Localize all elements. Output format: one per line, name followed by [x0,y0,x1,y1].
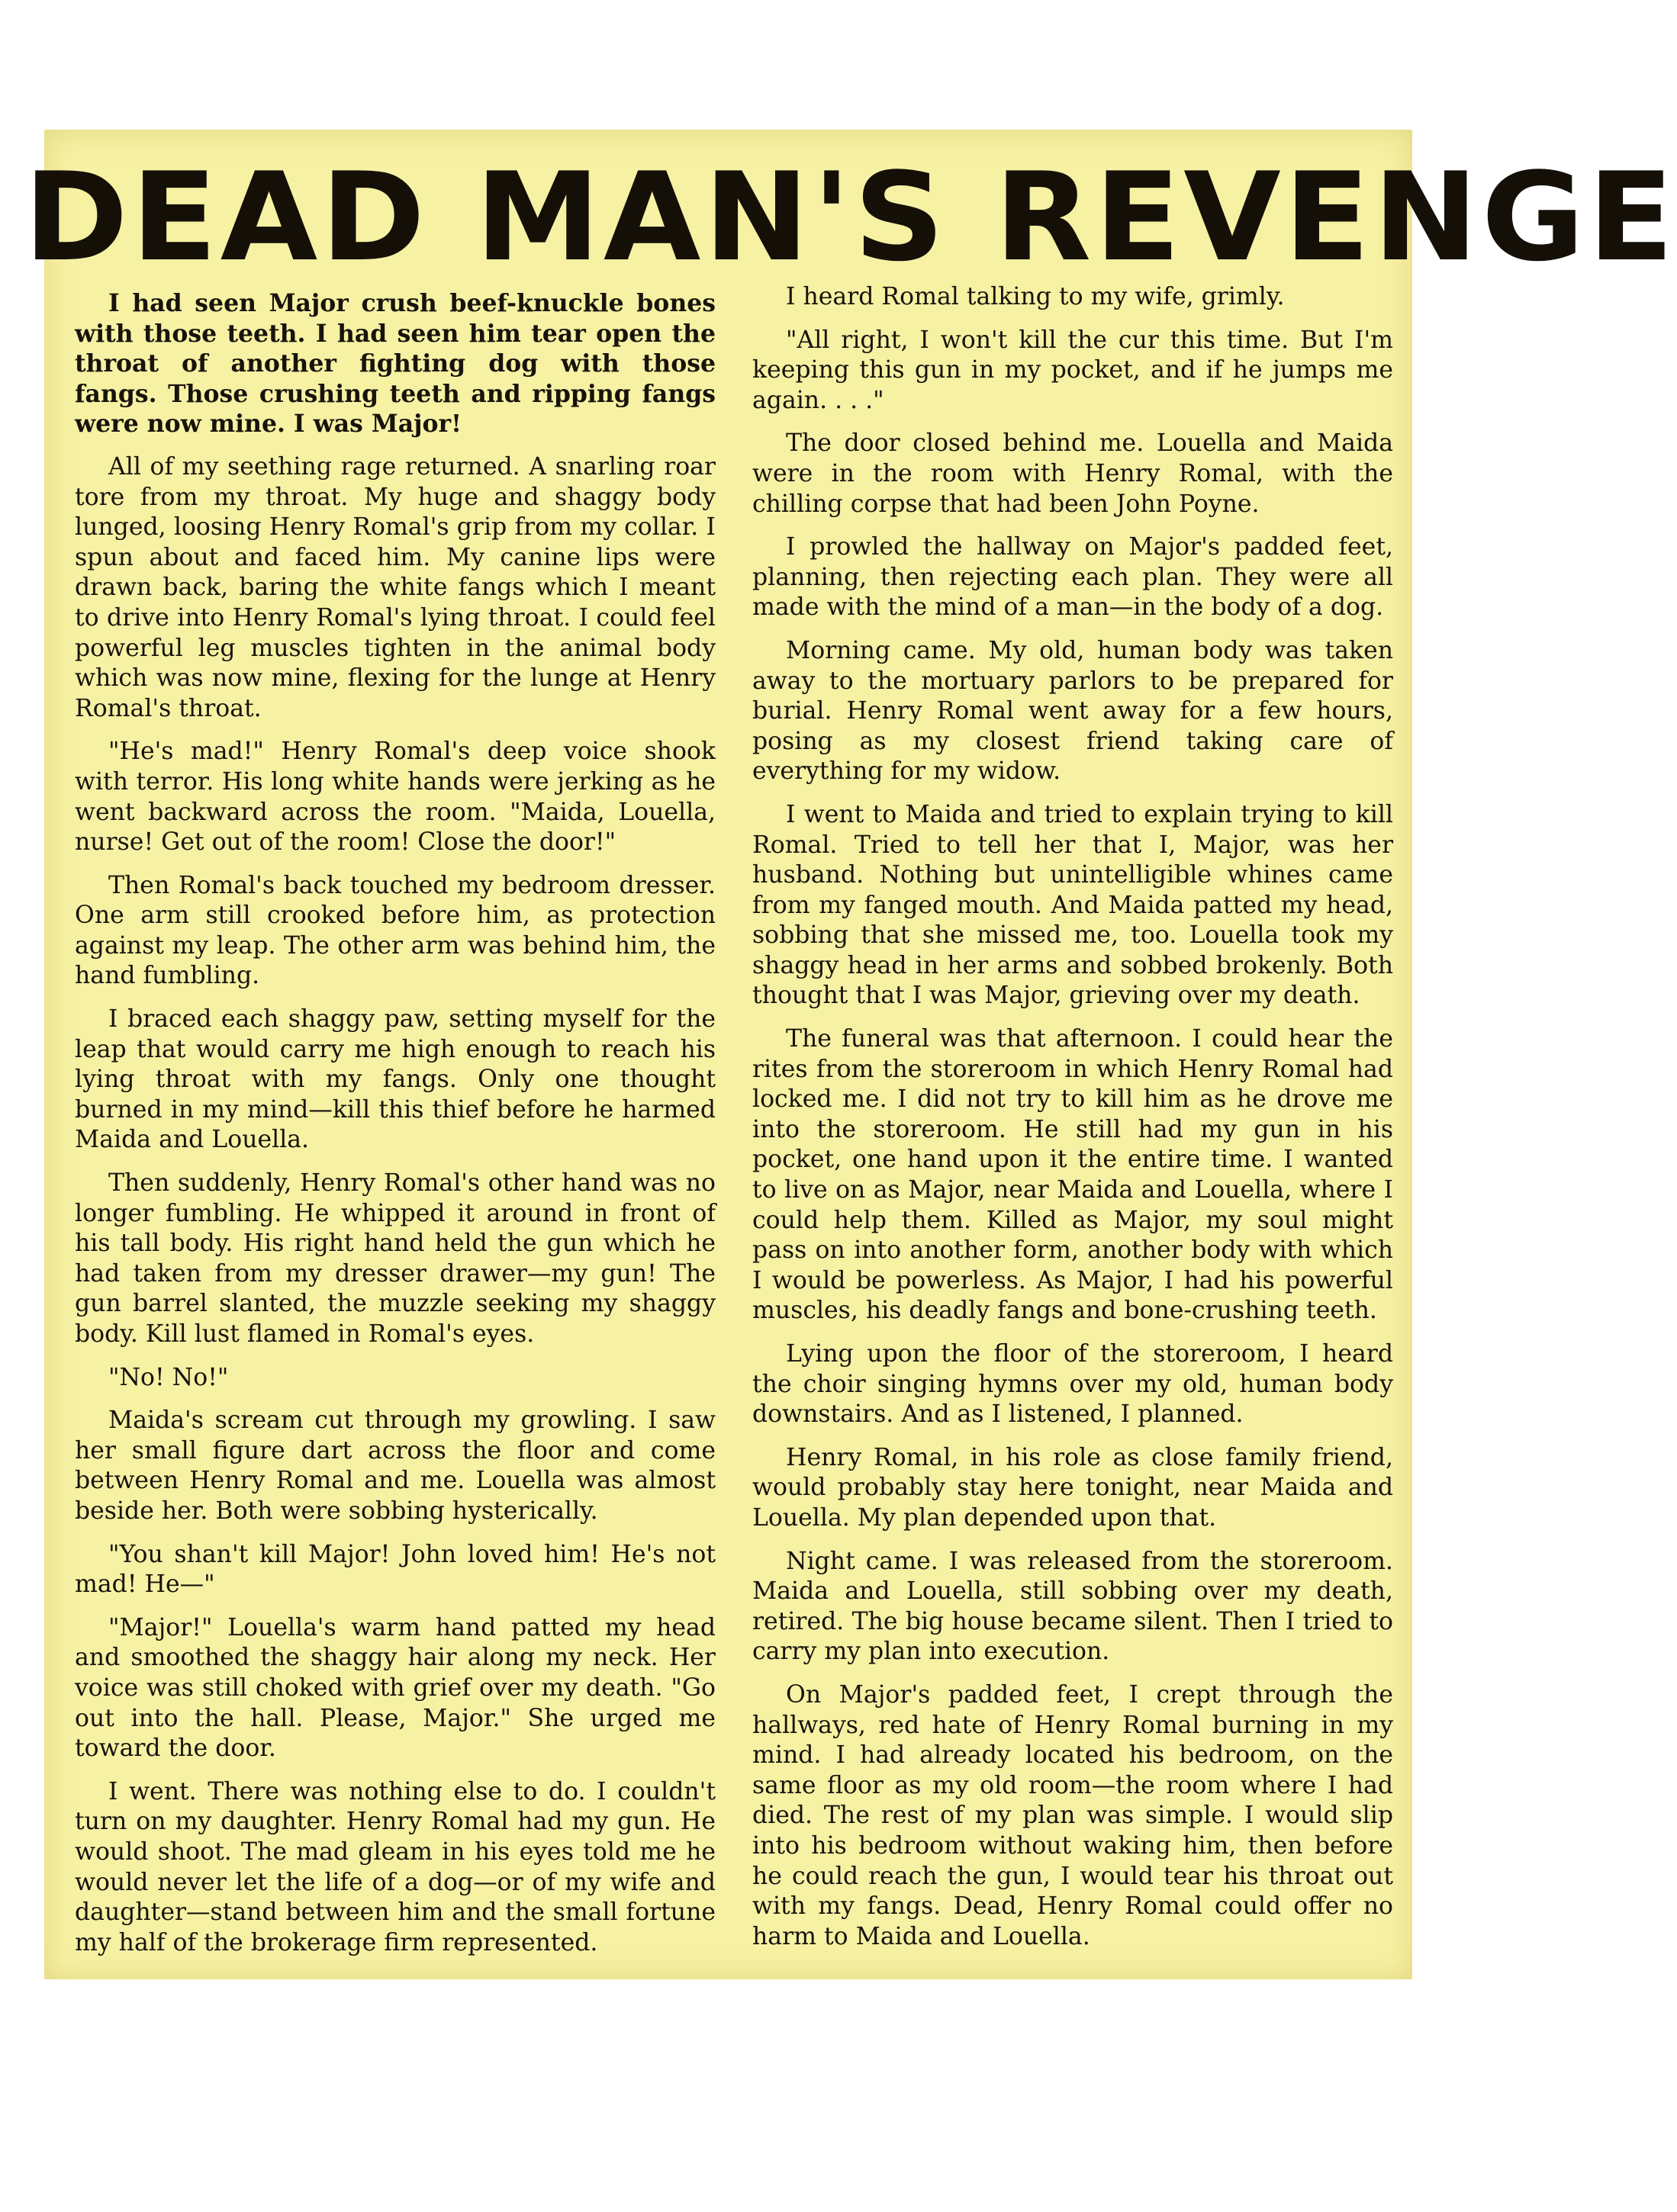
paragraph: Then Romal's back touched my bedroom dresser. One arm still crooked before him, as protection against my leap. The other arm was behind him, the hand fumbling. [75,871,716,990]
paragraph: I went to Maida and tried to explain trying to kill Romal. Tried to tell her that I, Major, was her husband. Nothing but unintelligible whines came from my fanged mouth. And Maida patted my head, sobbing that she missed me, too. Louella took my shaggy head in her arms and sobbed brokenly. Both thought that I was Major, grieving over my death. [752,800,1393,1010]
story-page [24,130,1677,1979]
paragraph: I had seen Major crush beef-knuckle bones with those teeth. I had seen him tear open the throat of another fighting dog with those fangs. Those crushing teeth and ripping fangs were now mine. I was Major! [75,289,716,439]
paragraph: "Major!" Louella's warm hand patted my head and smoothed the shaggy hair along my neck. Her voice was still choked with grief over my death. "Go out into the hall. Please, Major." She urged me toward the door. [75,1613,716,1763]
paragraph: I braced each shaggy paw, setting myself for the leap that would carry me high enough to reach his lying throat with my fangs. Only one thought burned in my mind—kill this thief before he harmed Maida and Louella. [75,1005,716,1154]
paragraph: The funeral was that afternoon. I could hear the rites from the storeroom in which Henry Romal had locked me. I did not try to kill him as he drove me into the storeroom. He still had my gun in his pocket, one hand upon it the entire time. I wanted to live on as Major, near Maida and Louella, where I could help them. Killed as Major, my soul might pass on into another form, another body with which I would be powerless. As Major, I had his powerful muscles, his deadly fangs and bone-crushing teeth. [752,1025,1393,1325]
right-text-column [752,282,1393,1965]
paragraph: The door closed behind me. Louella and Maida were in the room with Henry Romal, with the chilling corpse that had been John Poyne. [752,429,1393,518]
paragraph: Henry Romal, in his role as close family friend, would probably stay here tonight, near Maida and Louella. My plan depended upon that. [752,1443,1393,1532]
paragraph: All of my seething rage returned. A snarling roar tore from my throat. My huge and shaggy body lunged, loosing Henry Romal's grip from my collar. I spun about and faced him. My canine lips were drawn back, baring the white fangs which I meant to drive into Henry Romal's lying throat. I could feel powerful leg muscles tighten in the animal body which was now mine, flexing for the lunge at Henry Romal's throat. [75,452,716,722]
paragraph: "You shan't kill Major! John loved him! He's not mad! He—" [75,1540,716,1599]
paragraph: "He's mad!" Henry Romal's deep voice shook with terror. His long white hands were jerking as he went backward across the room. "Maida, Louella, nurse! Get out of the room! Close the door!" [75,738,716,857]
paragraph: "All right, I won't kill the cur this time. But I'm keeping this gun in my pocket, and if he jumps me again. . . ." [752,326,1393,414]
paragraph: Lying upon the floor of the storeroom, I heard the choir singing hymns over my old, human body downstairs. And as I listened, I planned. [752,1340,1393,1429]
paragraph: I prowled the hallway on Major's padded feet, planning, then rejecting each plan. They were all made with the mind of a man—in the body of a dog. [752,533,1393,622]
paragraph: "No! No!" [108,1363,229,1391]
paragraph: Morning came. My old, human body was taken away to the mortuary parlors to be prepared for burial. Henry Romal went away for a few hours, posing as my closest friend taking care of everything for my widow. [752,636,1393,786]
paragraph: I heard Romal talking to my wife, grimly. [786,283,1285,310]
left-text-column [75,288,716,1971]
paragraph: Night came. I was released from the storeroom. Maida and Louella, still sobbing over my death, retired. The big house became silent. Then I tried to carry my plan into execution. [752,1547,1393,1666]
paragraph: I went. There was nothing else to do. I couldn't turn on my daughter. Henry Romal had my gun. He would shoot. The mad gleam in his eyes told me he would never let the life of a dog—or of my wife and daughter—stand between him and the small fortune my half of the brokerage firm represented. [75,1777,716,1956]
paragraph: Then suddenly, Henry Romal's other hand was no longer fumbling. He whipped it around in front of his tall body. His right hand held the gun which he had taken from my dresser drawer—my gun! The gun barrel slanted, the muzzle seeking my shaggy body. Kill lust flamed in Romal's eyes. [75,1169,716,1348]
paragraph: Maida's scream cut through my growling. I saw her small figure dart across the floor and come between Henry Romal and me. Louella was almost beside her. Both were sobbing hysterically. [75,1407,716,1525]
paragraph: On Major's padded feet, I crept through the hallways, red hate of Henry Romal burning in my mind. I had already located his bedroom, on the same floor as my old room—the room where I had died. The rest of my plan was simple. I would slip into his bedroom without waking him, then before he could reach the gun, I would tear his throat out with my fangs. Dead, Henry Romal could offer no harm to Maida and Louella. [752,1680,1393,1950]
story-title: DEAD MAN'S REVENGE [24,146,1677,288]
